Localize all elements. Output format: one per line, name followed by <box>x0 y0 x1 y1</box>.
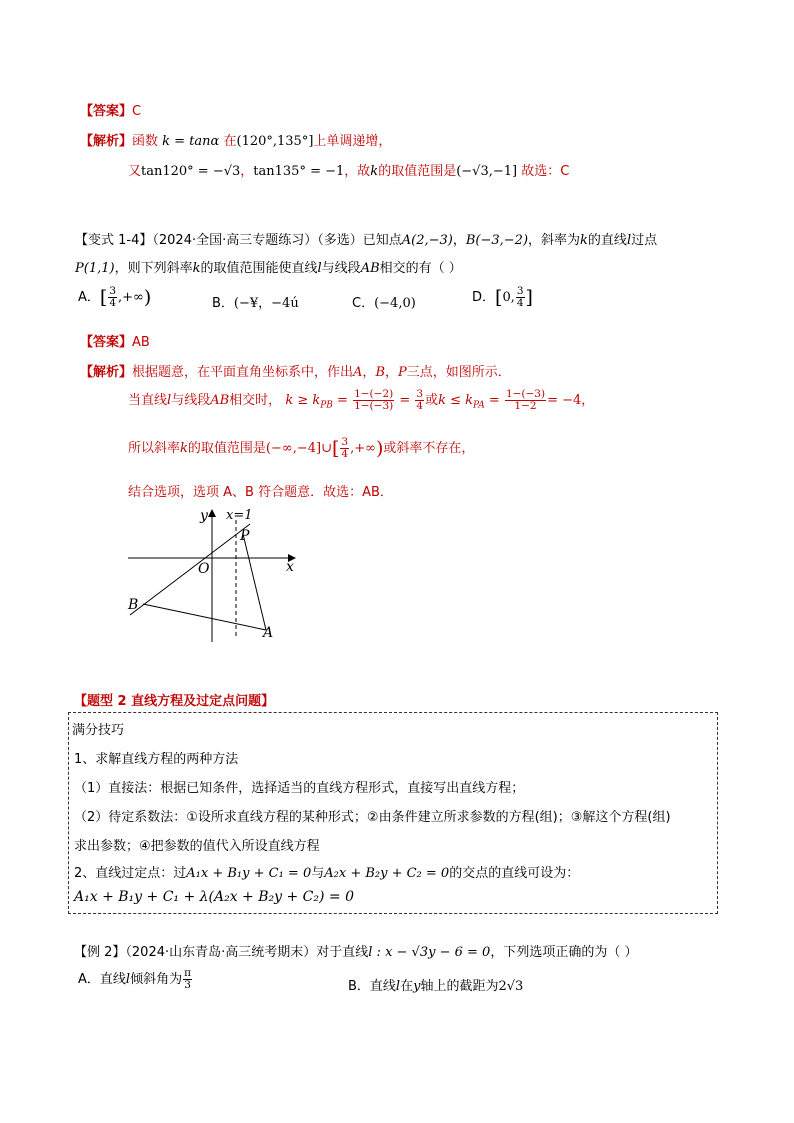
text: 轴上的截距为 <box>420 979 499 994</box>
option-c <box>352 292 416 311</box>
text: 2、直线过定点：过 <box>74 866 187 881</box>
tips-p5 <box>74 862 579 881</box>
math: A₂x + B₂y + C₂ = 0 <box>324 866 450 881</box>
math: 2√3 <box>498 979 524 994</box>
option-label: D． <box>472 290 496 305</box>
analysis-2-line-1 <box>80 361 511 380</box>
text: （2024·山东青岛·高三统考期末）对于直线 <box>125 945 369 960</box>
math: k ≥ k <box>285 393 321 408</box>
analysis-2-line-2: 当直线l与线段AB相交时， $k \ge k_{PB}$ = $\frac{1-(-2)}{1-(-3)}$ = $\frac{3}{4}$ 或$k \le k_{PA}$ = $\frac{1-(-3)}{1-2}$ = −4， <box>128 388 595 412</box>
analysis-1-line-1 <box>80 130 391 149</box>
label-x-equals-1: x=1 <box>226 508 253 523</box>
text: ， <box>581 393 595 408</box>
fraction: $\frac{3}{4}$ <box>341 436 349 460</box>
text: 与线段 <box>171 393 211 408</box>
math: l <box>125 972 131 987</box>
example-2-line-1 <box>74 941 637 960</box>
tips-p2: （1）直接法：根据已知条件，选择适当的直线方程形式，直接写出直线方程； <box>74 781 525 796</box>
math: k <box>370 164 379 179</box>
text: B．直线 <box>348 979 396 994</box>
label-y: y <box>200 508 208 524</box>
text: 倾斜角为 <box>130 972 183 987</box>
math: (120°,135°] <box>236 134 314 149</box>
text: 的取值范围能使直线 <box>200 261 318 276</box>
math: B(−3,−2) <box>465 233 529 248</box>
answer-value: C <box>132 104 142 119</box>
text: 或 <box>425 393 439 408</box>
label-x: x <box>286 559 294 575</box>
section-title: 【题型 2 直线方程及过定点问题】 <box>74 694 275 709</box>
text: ， <box>385 365 399 380</box>
math: A(2,−3) <box>401 233 453 248</box>
analysis-label: 【解析】 <box>80 134 133 149</box>
math: k = tanα <box>162 134 220 149</box>
answer-label: 【答案】 <box>80 104 133 119</box>
option-label: C． <box>352 296 375 311</box>
text: 的取值范围是 <box>378 164 457 179</box>
math: k ≤ k <box>438 393 474 408</box>
fraction: $\frac{3}{4}$ <box>109 285 117 309</box>
text: 与 <box>311 866 325 881</box>
analysis-label: 【解析】 <box>80 365 133 380</box>
fraction: $\frac{1-(-3)}{1-2}$ <box>505 388 546 412</box>
text: 上单调递增， <box>313 134 392 149</box>
tips-p4: 求出参数；④把参数的值代入所设直线方程 <box>74 839 320 854</box>
math: (−∞,−4] <box>265 441 322 456</box>
math: tan120° = −√3 <box>141 164 241 179</box>
math: l <box>167 393 172 408</box>
math: PB <box>320 400 333 411</box>
math: ,+∞ <box>350 441 376 456</box>
label-a: A <box>263 625 274 641</box>
math: (−4,0) <box>374 296 416 311</box>
text: ，则下列斜率 <box>114 261 193 276</box>
option-label: B． <box>212 296 234 311</box>
text: 的交点的直线可设为： <box>449 866 580 881</box>
answer-value: AB <box>132 335 150 350</box>
math: (−√3,−1] <box>456 164 518 179</box>
text: 当直线 <box>128 393 168 408</box>
math: A₁x + B₁y + C₁ = 0 <box>186 866 312 881</box>
math: AB <box>360 261 380 276</box>
text: 又 <box>128 164 142 179</box>
tips-p3: （2）待定系数法：①设所求直线方程的某种形式；②由条件建立所求参数的方程(组)；③解这个方程(组) <box>74 810 671 825</box>
math: P <box>398 365 407 380</box>
text: 函数 <box>132 134 159 149</box>
fraction: $\frac{\pi}{3}$ <box>184 967 191 991</box>
text: （2024·全国·高三专题练习）（多选）已知点 <box>152 233 402 248</box>
text: A．直线 <box>78 972 126 987</box>
text: ，斜率为 <box>528 233 581 248</box>
math: PA <box>473 400 485 411</box>
label-b: B <box>128 597 139 613</box>
line-through-p-and-a <box>243 534 266 630</box>
text: ， <box>240 164 254 179</box>
text: 或斜率不存在， <box>383 441 475 456</box>
example-2-option-b <box>348 975 523 994</box>
math: ∪ <box>321 441 332 456</box>
tips-title: 满分技巧 <box>72 723 125 738</box>
math: tan135° = −1 <box>253 164 345 179</box>
line-through-b-and-p <box>130 524 250 615</box>
variant-label: 【变式 1-4】 <box>75 233 153 248</box>
math: 0, <box>502 290 515 305</box>
math: A <box>353 365 363 380</box>
analysis-2-line-4 <box>128 481 393 500</box>
text: ， <box>452 233 466 248</box>
text: ， <box>362 365 376 380</box>
math: l <box>317 261 322 276</box>
math: B <box>375 365 385 380</box>
math: k <box>180 441 188 456</box>
text: 在 <box>400 979 414 994</box>
answer-1 <box>80 100 141 119</box>
variant-line-1 <box>75 229 657 248</box>
text: 的直线 <box>587 233 627 248</box>
answer-label: 【答案】 <box>80 335 133 350</box>
text: 所以斜率 <box>128 441 181 456</box>
text: ，故 <box>344 164 371 179</box>
option-d: D．[0, $\frac{3}{4}$ ] <box>472 285 533 309</box>
variant-line-2 <box>75 257 462 276</box>
tips-p1: 1、求解直线方程的两种方法 <box>74 752 239 767</box>
text: ，下列选项正确的为（ ） <box>490 945 638 960</box>
segment-ab <box>143 604 266 630</box>
math: y <box>413 979 421 994</box>
analysis-1-line-2 <box>128 160 569 179</box>
text: 相交时， <box>229 393 282 408</box>
math: l <box>626 233 632 248</box>
label-o: O <box>198 561 210 577</box>
math: AB <box>210 393 230 408</box>
text: 过点 <box>631 233 658 248</box>
fraction: $\frac{1-(-2)}{1-(-3)}$ <box>354 388 394 412</box>
math: l <box>395 979 401 994</box>
math: k <box>580 233 588 248</box>
option-b <box>212 292 299 311</box>
option-a: A．[ $\frac{3}{4}$ ,+∞) <box>78 285 152 309</box>
analysis-2-line-3: 所以斜率k的取值范围是(−∞,−4]∪[ $\frac{3}{4}$ ,+∞)或斜率不存在， <box>128 436 475 460</box>
text: 根据题意，在平面直角坐标系中，作出 <box>132 365 354 380</box>
text: 故选：C <box>521 164 570 179</box>
text: 与线段 <box>321 261 361 276</box>
option-label: A． <box>78 290 100 305</box>
math: = −4 <box>547 393 582 408</box>
math: P(1,1) <box>75 261 115 276</box>
math: k <box>192 261 201 276</box>
tips-p6: A₁x + B₁y + C₁ + λ(A₂x + B₂y + C₂) = 0 <box>74 889 354 905</box>
example-label: 【例 2】 <box>74 945 126 960</box>
math: l : x − √3y − 6 = 0 <box>368 945 491 960</box>
fraction: $\frac{3}{4}$ <box>416 388 424 412</box>
label-p: P <box>240 528 250 544</box>
text: 在 <box>223 134 237 149</box>
math: (−¥，−4ú <box>233 296 299 311</box>
text: 相交的有（ ） <box>379 261 462 276</box>
fraction: $\frac{3}{4}$ <box>516 285 524 309</box>
example-2-option-a <box>78 968 193 991</box>
text: 三点，如图所示． <box>406 365 511 380</box>
math: ,+∞ <box>118 290 144 305</box>
coordinate-figure <box>120 505 305 650</box>
answer-2 <box>80 331 150 350</box>
text: 的取值范围是 <box>187 441 266 456</box>
text: 结合选项，选项 A、B 符合题意．故选：AB． <box>128 485 393 500</box>
